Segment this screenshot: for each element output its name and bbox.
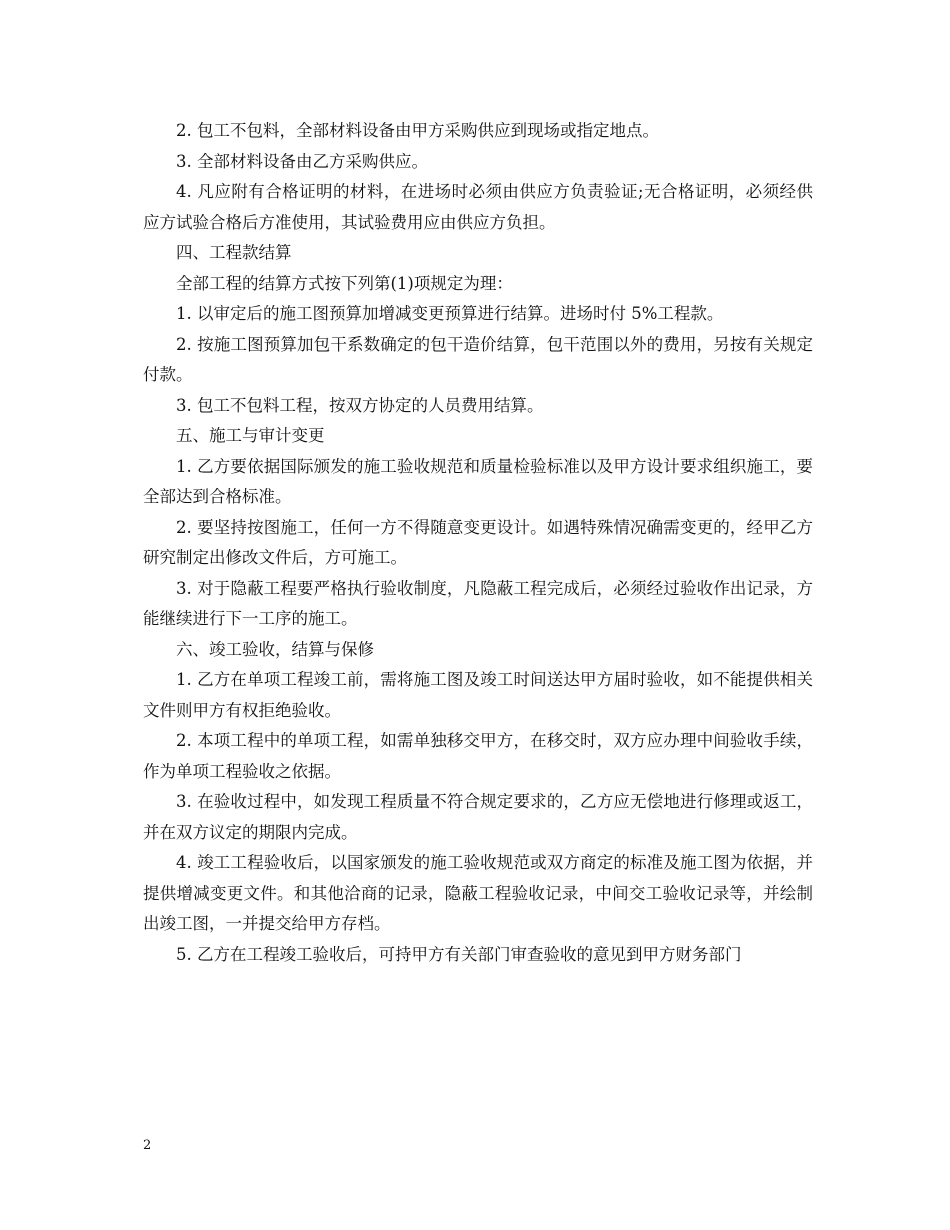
paragraph: 2. 按施工图预算加包干系数确定的包干造价结算，包干范围以外的费用，另按有关规定付款。 <box>143 334 813 384</box>
paragraph: 1. 乙方要依据国际颁发的施工验收规范和质量检验标准以及甲方设计要求组织施工，要全部达到合格标准。 <box>143 456 813 506</box>
paragraph: 4. 竣工工程验收后，以国家颁发的施工验收规范或双方商定的标准及施工图为依据，并提供增减变更文件。和其他洽商的记录，隐蔽工程验收记录，中间交工验收记录等，并绘制出竣工图，一并提交给甲方存档。 <box>143 853 813 933</box>
document-body <box>143 116 813 970</box>
paragraph: 2. 包工不包料，全部材料设备由甲方采购供应到现场或指定地点。 <box>176 121 659 140</box>
section-heading: 四、工程款结算 <box>176 243 292 262</box>
paragraph: 3. 包工不包料工程，按双方协定的人员费用结算。 <box>176 395 544 415</box>
section-heading: 六、竣工验收，结算与保修 <box>176 639 374 659</box>
paragraph: 2. 要坚持按图施工，任何一方不得随意变更设计。如遇特殊情况确需变更的，经甲乙方研究制定出修改文件后，方可施工。 <box>143 517 813 567</box>
page-number: 2 <box>143 1138 152 1153</box>
paragraph: 3. 对于隐蔽工程要严格执行验收制度，凡隐蔽工程完成后，必须经过验收作出记录，方能继续进行下一工序的施工。 <box>143 578 813 628</box>
section-heading: 五、施工与审计变更 <box>176 426 325 445</box>
paragraph: 1. 以审定后的施工图预算加增减变更预算进行结算。进场时付 5%工程款。 <box>176 304 724 323</box>
paragraph: 全部工程的结算方式按下列第(1)项规定为理： <box>176 273 513 293</box>
paragraph: 5. 乙方在工程竣工验收后，可持甲方有关部门审查验收的意见到甲方财务部门 <box>176 944 742 964</box>
paragraph: 1. 乙方在单项工程竣工前，需将施工图及竣工时间送达甲方届时验收，如不能提供相关文件则甲方有权拒绝验收。 <box>143 670 813 720</box>
paragraph: 3. 在验收过程中，如发现工程质量不符合规定要求的，乙方应无偿地进行修理或返工，并在双方议定的期限内完成。 <box>143 792 813 842</box>
paragraph: 2. 本项工程中的单项工程，如需单独移交甲方，在移交时，双方应办理中间验收手续，作为单项工程验收之依据。 <box>143 731 813 781</box>
paragraph: 3. 全部材料设备由乙方采购供应。 <box>176 151 428 171</box>
paragraph: 4. 凡应附有合格证明的材料，在进场时必须由供应方负责验证;无合格证明，必须经供应方试验合格后方准使用，其试验费用应由供应方负担。 <box>143 182 813 232</box>
